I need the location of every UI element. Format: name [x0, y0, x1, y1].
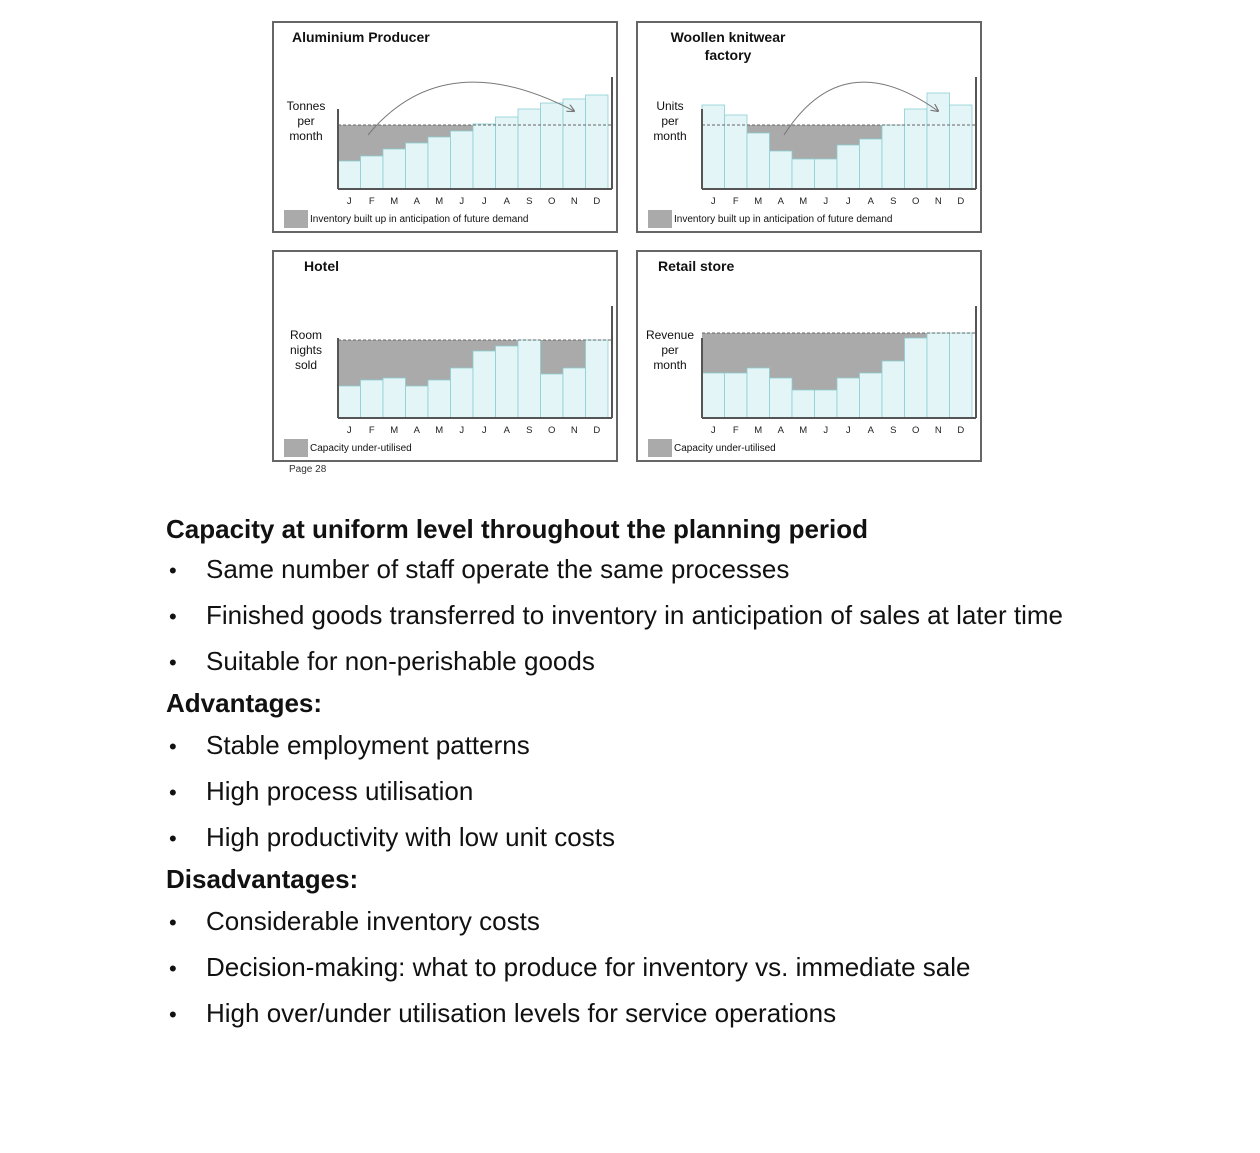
bar	[563, 99, 586, 189]
chart-title: Hotel	[304, 258, 339, 274]
y-label-line: Revenue	[645, 328, 695, 342]
x-tick-label: J	[459, 196, 465, 207]
bar	[406, 143, 429, 189]
list-item-text: Suitable for non-perishable goods	[206, 646, 595, 676]
bar	[496, 346, 519, 418]
shade-block	[725, 333, 748, 373]
shade-block	[792, 125, 815, 159]
bar	[815, 390, 838, 418]
x-tick-label: M	[435, 425, 444, 436]
list-item	[166, 908, 1116, 934]
list-item-text: Finished goods transferred to inventory in anticipation of sales at later time	[206, 600, 1064, 630]
x-tick-label: S	[526, 425, 533, 436]
x-tick-label: M	[435, 196, 444, 207]
bar	[451, 368, 474, 418]
bar	[860, 139, 883, 189]
list-item	[166, 648, 1116, 674]
bullet-icon: •	[169, 650, 177, 675]
bar	[563, 368, 586, 418]
shade-block	[428, 125, 451, 137]
x-tick-label: O	[912, 425, 920, 436]
shade-block	[860, 333, 883, 373]
x-tick-label: F	[368, 196, 375, 207]
chart-panel-woollen	[636, 21, 982, 233]
bar	[496, 117, 519, 189]
disadvantages-list	[166, 908, 1116, 1026]
list-item	[166, 1000, 1116, 1026]
bar	[473, 351, 496, 418]
x-tick-label: M	[754, 425, 763, 436]
y-label-line: Units	[656, 99, 684, 113]
shade-block	[860, 125, 883, 139]
x-tick-label: N	[934, 425, 942, 436]
bar	[541, 374, 564, 418]
chart-panel-retail	[636, 250, 982, 462]
shade-block	[361, 125, 384, 156]
x-tick-label: S	[890, 196, 897, 207]
legend-label: Inventory built up in anticipation of future demand	[310, 213, 529, 225]
legend	[284, 439, 412, 457]
y-label-line: month	[289, 129, 323, 143]
x-tick-label: J	[845, 425, 851, 436]
list-item	[166, 556, 1116, 582]
x-tick-label: J	[845, 196, 851, 207]
x-tick-label: J	[346, 196, 352, 207]
bullet-icon: •	[169, 558, 177, 583]
y-label-line: month	[653, 129, 687, 143]
shade-block	[383, 125, 406, 149]
shade-block	[473, 340, 496, 351]
bar	[338, 386, 361, 418]
bar	[770, 378, 793, 418]
bar	[702, 373, 725, 418]
bar	[725, 373, 748, 418]
bar	[950, 105, 973, 189]
list-item-text: High over/under utilisation levels for service operations	[206, 998, 837, 1028]
list-item-text: Stable employment patterns	[206, 730, 530, 760]
shade-block	[882, 333, 905, 361]
bullet-icon: •	[169, 780, 177, 805]
bar	[383, 149, 406, 189]
bar	[586, 340, 609, 418]
bar	[860, 373, 883, 418]
bar	[747, 368, 770, 418]
bar	[518, 109, 541, 189]
x-tick-label: M	[799, 196, 808, 207]
bar	[586, 95, 609, 189]
shade-block	[837, 333, 860, 378]
bar	[950, 333, 973, 418]
bar	[882, 125, 905, 189]
bullet-icon: •	[169, 826, 177, 851]
shade-block	[383, 340, 406, 378]
shade-block	[747, 333, 770, 368]
legend	[284, 210, 528, 228]
list-item	[166, 778, 1116, 804]
bar	[725, 115, 748, 189]
x-tick-label: D	[957, 196, 965, 207]
bullet-icon: •	[169, 604, 177, 629]
bar	[792, 390, 815, 418]
bar	[927, 333, 950, 418]
x-tick-label: N	[570, 196, 578, 207]
legend-swatch	[648, 439, 672, 457]
chart-title: Aluminium Producer	[292, 29, 430, 45]
chart-svg	[274, 23, 620, 235]
legend-label: Capacity under-utilised	[310, 442, 412, 454]
y-label-line: sold	[294, 358, 317, 372]
legend-swatch	[284, 210, 308, 228]
bar	[451, 131, 474, 189]
bullet-icon: •	[169, 956, 177, 981]
x-tick-label: A	[867, 425, 874, 436]
legend	[648, 210, 892, 228]
chart-svg	[274, 252, 620, 464]
x-tick-label: A	[777, 425, 784, 436]
shade-block	[338, 125, 361, 161]
legend-swatch	[284, 439, 308, 457]
bar	[815, 159, 838, 189]
bar	[792, 159, 815, 189]
bar	[428, 137, 451, 189]
bar	[383, 378, 406, 418]
y-label-line: per	[297, 114, 315, 128]
shade-block	[563, 340, 586, 368]
bar	[361, 156, 384, 189]
list-item-text: Decision-making: what to produce for inventory vs. immediate sale	[206, 952, 971, 982]
list-item-text: Considerable inventory costs	[206, 906, 540, 936]
shade-block	[428, 340, 451, 380]
shade-block	[702, 333, 725, 373]
bullet-icon: •	[169, 910, 177, 935]
legend-label: Inventory built up in anticipation of future demand	[674, 213, 893, 225]
bar	[770, 151, 793, 189]
bullet-list	[166, 556, 1116, 674]
list-item-text: Same number of staff operate the same processes	[206, 554, 790, 584]
page-number: Page 28	[289, 464, 327, 475]
section-heading: Capacity at uniform level throughout the planning period	[166, 514, 869, 544]
legend-swatch	[648, 210, 672, 228]
shade-block	[815, 333, 838, 390]
y-label-line: month	[653, 358, 687, 372]
shade-block	[837, 125, 860, 145]
chart-panel-hotel	[272, 250, 618, 462]
y-label-line: nights	[289, 343, 323, 357]
bar	[473, 124, 496, 189]
bullet-icon: •	[169, 1002, 177, 1027]
shade-block	[496, 340, 519, 346]
x-tick-label: F	[368, 425, 375, 436]
list-item	[166, 824, 1116, 850]
bar	[518, 340, 541, 418]
chart-title: Woollen knitwear factory	[670, 29, 786, 63]
x-tick-label: N	[934, 196, 942, 207]
y-label-line: per	[661, 343, 679, 357]
bar	[338, 161, 361, 189]
y-label-line: Room	[289, 328, 322, 342]
x-tick-label: S	[526, 196, 533, 207]
shade-block	[361, 340, 384, 380]
bar	[905, 109, 928, 189]
x-tick-label: J	[710, 425, 716, 436]
x-tick-label: J	[710, 196, 716, 207]
y-label-line: per	[661, 114, 679, 128]
shade-block	[541, 340, 564, 374]
shade-block	[338, 340, 361, 386]
y-label-line: Tonnes	[286, 99, 326, 113]
bar	[702, 105, 725, 189]
x-tick-label: A	[503, 425, 510, 436]
list-item-text: High process utilisation	[206, 776, 474, 806]
list-item	[166, 602, 1116, 628]
chart-svg	[638, 252, 984, 464]
x-tick-label: M	[799, 425, 808, 436]
x-tick-label: M	[390, 196, 399, 207]
bar	[837, 145, 860, 189]
legend	[648, 439, 776, 457]
bar	[882, 361, 905, 418]
x-tick-label: A	[413, 196, 420, 207]
bullet-icon: •	[169, 734, 177, 759]
advantages-list	[166, 732, 1116, 850]
shade-block	[770, 333, 793, 378]
legend-label: Capacity under-utilised	[674, 442, 776, 454]
x-tick-label: A	[867, 196, 874, 207]
bar	[541, 103, 564, 189]
x-tick-label: A	[777, 196, 784, 207]
shade-block	[451, 340, 474, 368]
x-tick-label: J	[823, 425, 829, 436]
x-tick-label: A	[413, 425, 420, 436]
x-tick-label: J	[481, 425, 487, 436]
x-tick-label: O	[548, 425, 556, 436]
shade-block	[451, 125, 474, 131]
notes-section	[166, 512, 1116, 1046]
bar	[747, 133, 770, 189]
x-tick-label: O	[912, 196, 920, 207]
list-item	[166, 732, 1116, 758]
x-tick-label: M	[754, 196, 763, 207]
advantages-heading: Advantages:	[166, 688, 323, 718]
chart-title: Retail store	[658, 258, 735, 274]
x-tick-label: J	[823, 196, 829, 207]
list-item-text: High productivity with low unit costs	[206, 822, 615, 852]
x-tick-label: N	[570, 425, 578, 436]
chart-svg	[638, 23, 984, 235]
list-item	[166, 954, 1116, 980]
bar	[905, 338, 928, 418]
x-tick-label: D	[593, 196, 601, 207]
shade-block	[905, 333, 928, 338]
shade-block	[406, 340, 429, 386]
x-tick-label: M	[390, 425, 399, 436]
shade-block	[792, 333, 815, 390]
shade-block	[406, 125, 429, 143]
chart-panel-aluminium	[272, 21, 618, 233]
bar	[428, 380, 451, 418]
bar	[837, 378, 860, 418]
x-tick-label: A	[503, 196, 510, 207]
x-tick-label: J	[459, 425, 465, 436]
bar	[927, 93, 950, 189]
x-tick-label: F	[732, 196, 739, 207]
x-tick-label: S	[890, 425, 897, 436]
bar	[361, 380, 384, 418]
x-tick-label: J	[346, 425, 352, 436]
x-tick-label: J	[481, 196, 487, 207]
disadvantages-heading: Disadvantages:	[166, 864, 359, 894]
shade-block	[815, 125, 838, 159]
x-tick-label: D	[957, 425, 965, 436]
x-tick-label: F	[732, 425, 739, 436]
shade-block	[747, 125, 770, 133]
bar	[406, 386, 429, 418]
x-tick-label: O	[548, 196, 556, 207]
x-tick-label: D	[593, 425, 601, 436]
